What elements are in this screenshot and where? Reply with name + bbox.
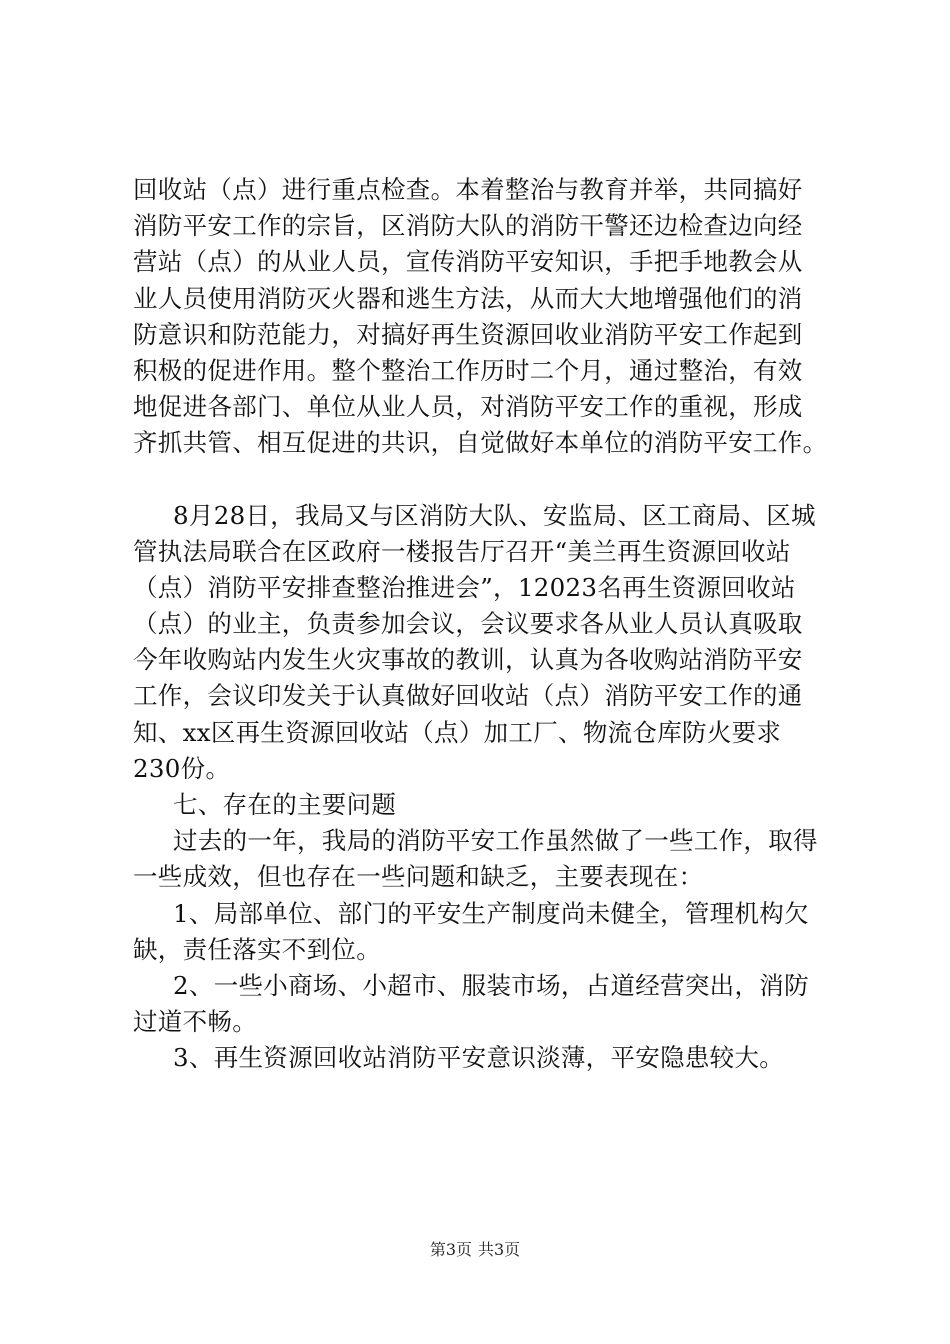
page-footer — [0, 1240, 950, 1260]
document-body — [133, 172, 828, 1077]
text-line: 工作，会议印发关于认真做好回收站（点）消防平安工作的通 — [133, 681, 803, 711]
current-page-number: 第3页 — [429, 1240, 472, 1259]
text-line: 营站（点）的从业人员，宣传消防平安知识，手把手地教会从 — [133, 247, 803, 277]
text-line: 3、再生资源回收站消防平安意识淡薄，平安隐患较大。 — [173, 1043, 785, 1073]
text-line: 1、局部单位、部门的平安生产制度尚未健全，管理机构欠 — [173, 898, 809, 928]
paragraph-problems-intro — [133, 823, 823, 895]
text-line: （点）的业主，负责参加会议，会议要求各从业人员认真吸取 — [133, 609, 803, 639]
text-line: （点）消防平安排查整治推进会”，12023名再生资源回收站 — [133, 572, 796, 602]
paragraph-fire-inspection-continuation — [133, 172, 828, 462]
text-line: 消防平安工作的宗旨，区消防大队的消防干警还边检查边向经 — [133, 211, 803, 241]
text-line: 过去的一年，我局的消防平安工作虽然做了一些工作，取得 — [173, 826, 818, 856]
section-heading: 七、存在的主要问题 — [173, 790, 397, 819]
list-item-3 — [133, 1040, 823, 1076]
text-line: 今年收购站内发生火灾事故的教训，认真为各收购站消防平安 — [133, 645, 803, 675]
text-line: 业人员使用消防灭火器和逃生方法，从而大大地增强他们的消 — [133, 283, 803, 313]
paragraph-august-meeting — [133, 498, 823, 788]
text-line: 230份。 — [133, 753, 231, 783]
section-heading-main-problems — [133, 787, 823, 823]
text-line: 地促进各部门、单位从业人员，对消防平安工作的重视，形成 — [133, 392, 803, 422]
text-line: 一些成效，但也存在一些问题和缺乏，主要表现在： — [133, 862, 704, 892]
list-item-1 — [133, 896, 823, 968]
text-line: 知、xx区再生资源回收站（点）加工厂、物流仓库防火要求 — [133, 717, 782, 747]
text-line: 管执法局联合在区政府一楼报告厅召开“美兰再生资源回收站 — [133, 536, 791, 566]
text-line: 齐抓共管、相互促进的共识，自觉做好本单位的消防平安工作。 — [133, 428, 828, 458]
list-item-2 — [133, 968, 823, 1040]
text-line: 防意识和防范能力，对搞好再生资源回收业消防平安工作起到 — [133, 319, 803, 349]
text-line: 回收站（点）进行重点检查。本着整治与教育并举，共同搞好 — [133, 175, 803, 204]
text-line: 8月28日，我局又与区消防大队、安监局、区工商局、区城 — [173, 500, 816, 530]
text-line: 过道不畅。 — [133, 1007, 257, 1037]
text-line: 积极的促进作用。整个整治工作历时二个月，通过整治，有效 — [133, 355, 803, 385]
text-line: 2、一些小商场、小超市、服装市场，占道经营突出，消防 — [173, 970, 809, 1000]
text-line: 缺，责任落实不到位。 — [133, 934, 381, 964]
total-pages: 共3页 — [478, 1240, 521, 1259]
paragraph-spacer — [133, 462, 823, 498]
